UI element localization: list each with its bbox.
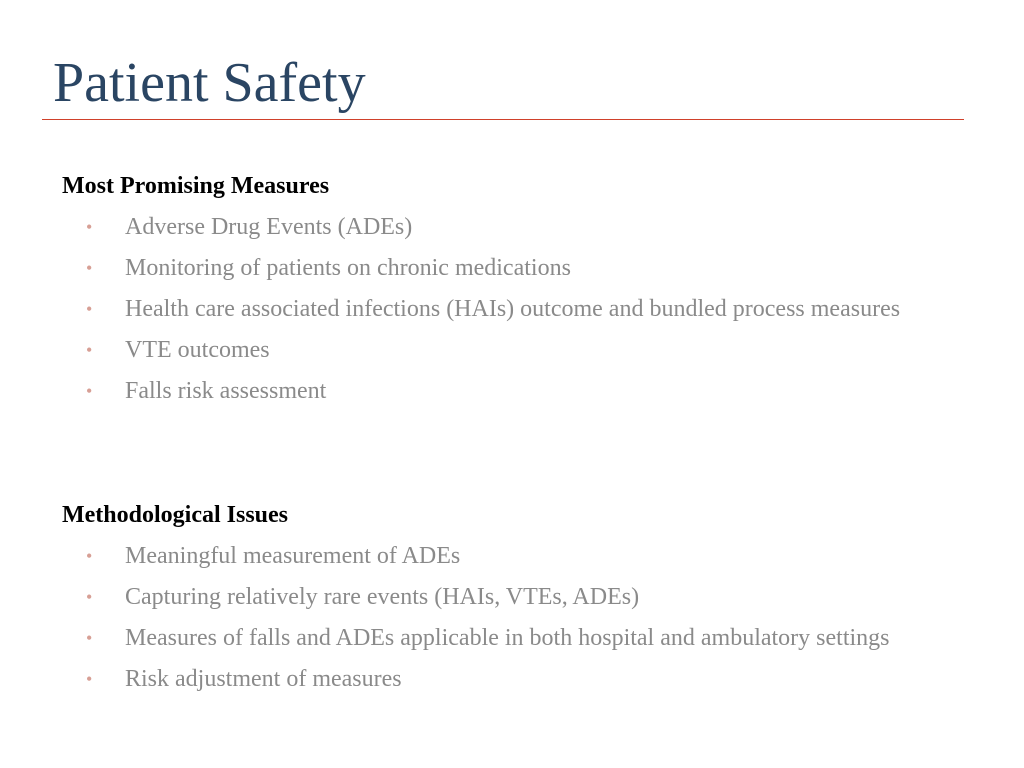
bullet-dot-icon: • (86, 258, 93, 278)
title-divider (42, 119, 964, 120)
bullet-item (62, 333, 925, 367)
bullet-list (62, 539, 962, 696)
section-most-promising-measures (62, 170, 962, 415)
bullet-item (62, 662, 925, 696)
bullet-text: Health care associated infections (HAIs) outcome and bundled process measures (125, 296, 901, 322)
bullet-text: Falls risk assessment (125, 378, 327, 404)
bullet-dot-icon: • (86, 587, 93, 607)
bullet-item (62, 580, 925, 614)
bullet-dot-icon: • (86, 669, 93, 689)
bullet-dot-icon: • (86, 340, 93, 360)
bullet-text: VTE outcomes (125, 337, 270, 363)
bullet-text: Capturing relatively rare events (HAIs, VTEs, ADEs) (125, 584, 640, 610)
bullet-dot-icon: • (86, 628, 93, 648)
bullet-list (62, 210, 962, 408)
section-heading: Methodological Issues (62, 502, 289, 528)
bullet-text: Risk adjustment of measures (125, 666, 402, 692)
bullet-dot-icon: • (86, 546, 93, 566)
bullet-item (62, 539, 925, 573)
bullet-item (62, 251, 925, 285)
bullet-dot-icon: • (86, 381, 93, 401)
bullet-text: Adverse Drug Events (ADEs) (125, 214, 413, 240)
bullet-item (62, 210, 925, 244)
bullet-item (62, 374, 925, 408)
slide-title: Patient Safety (53, 52, 366, 114)
bullet-text: Monitoring of patients on chronic medications (125, 255, 571, 281)
bullet-item (62, 292, 925, 326)
bullet-dot-icon: • (86, 299, 93, 319)
bullet-item (62, 621, 925, 655)
section-heading: Most Promising Measures (62, 173, 330, 199)
bullet-text: Measures of falls and ADEs applicable in both hospital and ambulatory settings (125, 625, 890, 651)
bullet-text: Meaningful measurement of ADEs (125, 543, 461, 569)
section-methodological-issues (62, 499, 962, 703)
bullet-dot-icon: • (86, 217, 93, 237)
